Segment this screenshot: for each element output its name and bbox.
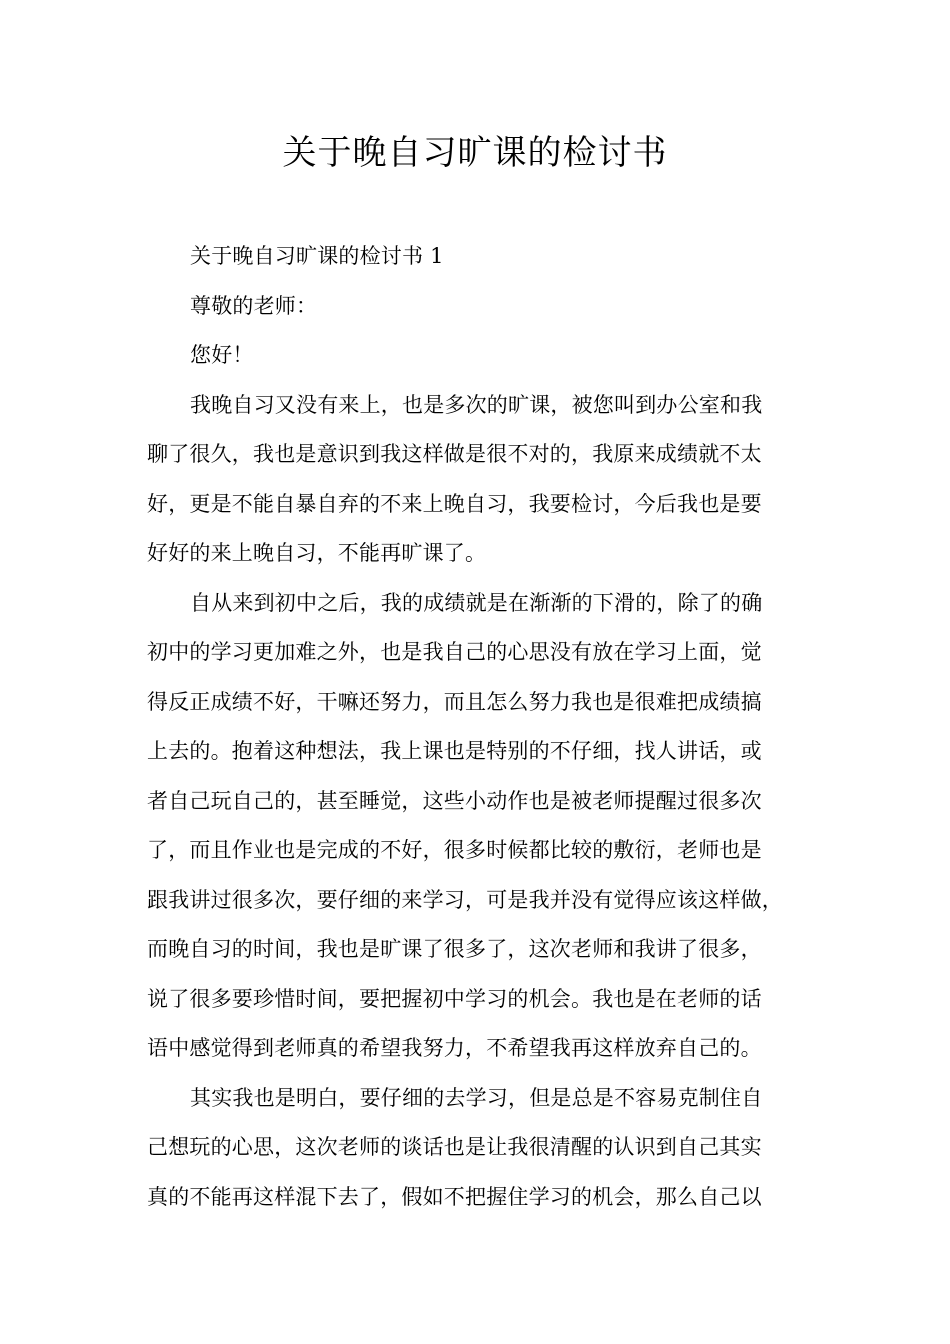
paragraph-line: 跟我讲过很多次，要仔细的来学习，可是我并没有觉得应该这样做， — [147, 887, 783, 912]
paragraph-line: 者自己玩自己的，甚至睡觉，这些小动作也是被老师提醒过很多次 — [147, 788, 762, 813]
paragraph-line: 自从来到初中之后，我的成绩就是在渐渐的下滑的，除了的确 — [190, 590, 763, 615]
paragraph-line: 真的不能再这样混下去了，假如不把握住学习的机会，那么自己以 — [147, 1184, 762, 1209]
paragraph-line: 聊了很久，我也是意识到我这样做是很不对的，我原来成绩就不太 — [147, 442, 762, 466]
paragraph-line: 了，而且作业也是完成的不好，很多时候都比较的敷衍，老师也是 — [147, 838, 762, 862]
paragraph-line: 其实我也是明白，要仔细的去学习，但是总是不容易克制住自 — [190, 1085, 763, 1110]
document-title: 关于晚自习旷课的检讨书 — [282, 133, 668, 173]
greeting: 您好！ — [190, 343, 254, 367]
document-body — [147, 232, 822, 1222]
paragraph-line: 语中感觉得到老师真的希望我努力，不希望我再这样放弃自己的。 — [147, 1036, 762, 1060]
paragraph-line: 好好的来上晚自习，不能再旷课了。 — [147, 541, 487, 565]
salutation: 尊敬的老师： — [190, 293, 318, 318]
paragraph-line: 初中的学习更加难之外，也是我自己的心思没有放在学习上面，觉 — [147, 640, 762, 664]
paragraph-line: 而晚自习的时间，我也是旷课了很多了，这次老师和我讲了很多， — [147, 937, 762, 961]
paragraph-line: 我晚自习又没有来上，也是多次的旷课，被您叫到办公室和我 — [190, 392, 763, 417]
paragraph-line: 说了很多要珍惜时间，要把握初中学习的机会。我也是在老师的话 — [147, 986, 762, 1011]
paragraph-line: 上去的。抱着这种想法，我上课也是特别的不仔细，找人讲话，或 — [147, 739, 762, 763]
paragraph-line: 好，更是不能自暴自弃的不来上晚自习，我要检讨，今后我也是要 — [147, 491, 762, 516]
paragraph-line: 得反正成绩不好，干嘛还努力，而且怎么努力我也是很难把成绩搞 — [147, 689, 762, 714]
paragraph-line: 己想玩的心思，这次老师的谈话也是让我很清醒的认识到自己其实 — [147, 1135, 762, 1159]
section-heading: 关于晚自习旷课的检讨书 1 — [190, 244, 444, 268]
